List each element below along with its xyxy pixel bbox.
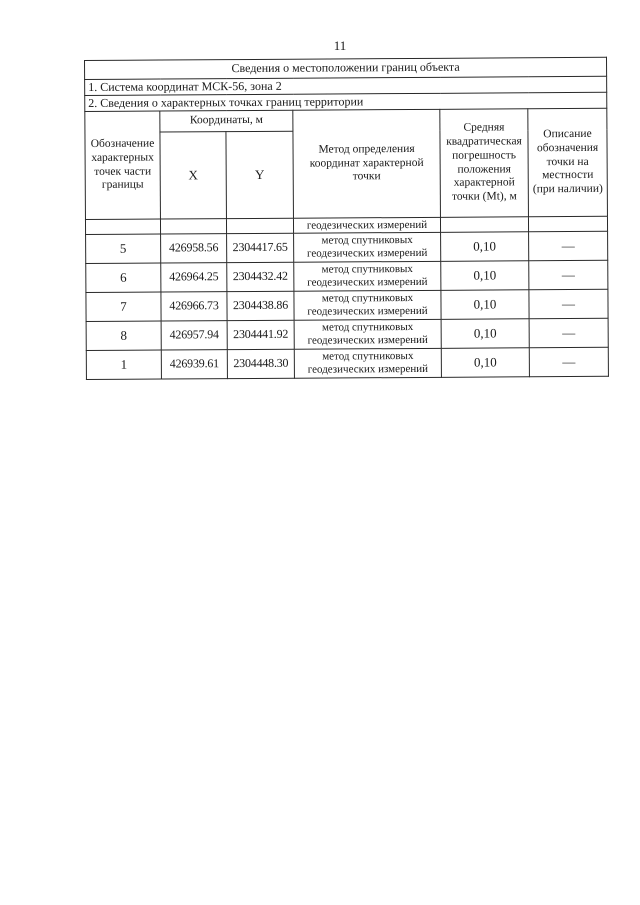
page-number: 11 [333,38,347,53]
error-value: 0,10 [441,261,529,291]
method: метод спутниковых геодезических измерений [294,319,441,349]
coordinate-system: 1. Система координат МСК-56, зона 2 [85,76,607,95]
table-title: Сведения о местоположении границ объекта [85,57,607,79]
description: — [529,289,608,318]
error-value: 0,10 [441,290,529,320]
coord-x: 426957.94 [161,321,227,350]
point-number: 6 [86,263,161,292]
header-coordinates: Координаты, м [160,110,293,132]
method: метод спутниковых геодезических измерений [294,261,441,291]
boundary-table [84,57,609,380]
header-row-1 [85,108,607,132]
continuation-cell-empty [440,217,528,233]
point-number: 5 [86,234,161,263]
continuation-cell-empty [528,216,607,231]
description: — [529,347,608,376]
header-error: Средняя квадратическая погрешность положения характерной точки (Mt), м [440,109,529,218]
header-designation: Обозначение характерных точек части границы [85,111,161,219]
coord-x: 426964.25 [161,263,227,292]
method: метод спутниковых геодезических измерений [294,348,441,378]
description: — [529,260,608,289]
coord-x: 426966.73 [161,292,227,321]
coord-x: 426958.56 [161,234,227,263]
coord-x: 426939.61 [161,350,227,379]
table-row [86,231,608,263]
table-row [86,347,608,379]
header-method: Метод определения координат характерной точки [293,109,441,218]
description: — [529,231,608,260]
continuation-cell-empty [226,218,293,233]
point-number: 7 [86,292,161,321]
continuation-cell-empty [85,219,160,234]
coord-y: 2304448.30 [227,349,294,378]
error-value: 0,10 [441,232,529,262]
table-row [86,260,608,292]
error-value: 0,10 [441,348,529,378]
table-row [86,289,608,321]
coord-y: 2304417.65 [227,233,294,262]
continuation-method: геодезических измерений [293,217,440,233]
point-number: 8 [86,321,161,350]
coord-y: 2304432.42 [227,262,294,291]
point-number: 1 [86,350,161,379]
coord-y: 2304441.92 [227,320,294,349]
method: метод спутниковых геодезических измерений [294,290,441,320]
points-heading: 2. Сведения о характерных точках границ территории [85,92,607,111]
coord-y: 2304438.86 [227,291,294,320]
table-row [86,318,608,350]
boundary-table-wrapper [84,57,608,380]
continuation-cell-empty [160,219,226,234]
description: — [529,318,608,347]
header-x: X [160,132,227,219]
header-description: Описание обозначения точки на местности (при наличии) [528,108,608,216]
method: метод спутниковых геодезических измерений [294,232,441,262]
header-y: Y [226,131,294,218]
error-value: 0,10 [441,319,529,349]
